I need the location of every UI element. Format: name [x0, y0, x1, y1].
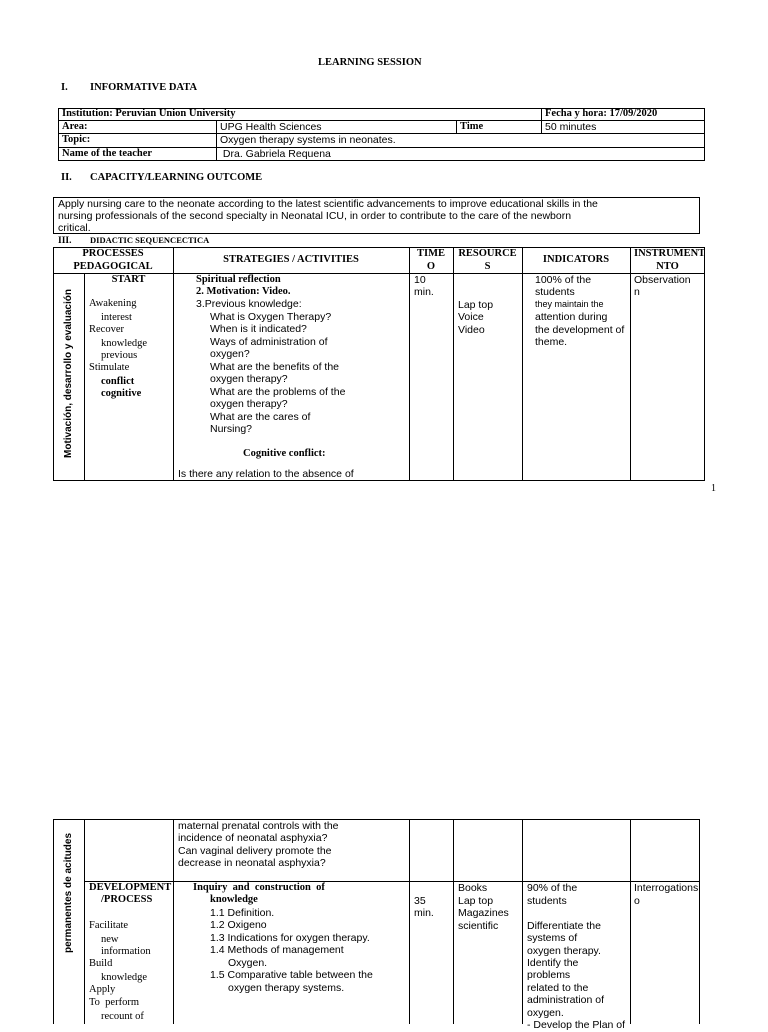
strategy-question: What are the cares of	[210, 411, 311, 423]
strategy-cognitive-conflict: Cognitive conflict:	[243, 448, 326, 459]
header-time: TIME	[416, 248, 445, 259]
process-start-title: START	[111, 274, 146, 285]
teacher-value: Dra. Gabriela Requena	[220, 148, 331, 160]
strategy-question: What are the problems of the	[210, 386, 346, 398]
indicator-item: oxygen therapy.	[527, 945, 601, 957]
indicator-item: problems	[527, 969, 571, 981]
time-value: 50 minutes	[545, 121, 597, 133]
strategy-spiritual: Spiritual reflection	[196, 274, 281, 285]
resource-item: Video	[458, 324, 485, 336]
process-item: information	[101, 946, 151, 957]
header-resources: RESOURCE	[458, 248, 517, 259]
area-value: UPG Health Sciences	[220, 121, 322, 133]
indicator-item: the development of	[535, 324, 625, 336]
strategy-continued: incidence of neonatal asphyxia?	[178, 832, 328, 844]
process-item: To perform	[89, 997, 139, 1008]
indicator-item: oxygen.	[527, 1007, 564, 1019]
header-instrument: NTO	[656, 261, 679, 272]
capacity-line: Apply nursing care to the neonate according to the latest scientific advancements to improve educational skills in the	[58, 198, 598, 210]
indicator-item: they maintain the	[535, 299, 604, 309]
side-label-attitudes: permanentes de acitudes	[63, 832, 74, 953]
document-title: LEARNING SESSION	[318, 57, 422, 68]
inquiry-item: 1.5 Comparative table between the	[210, 969, 373, 981]
inquiry-item: Oxygen.	[228, 957, 268, 969]
time-label: Time	[460, 121, 484, 132]
inquiry-item: 1.3 Indications for oxygen therapy.	[210, 932, 370, 944]
process-item: cognitive	[101, 388, 142, 399]
strategy-question: oxygen therapy?	[210, 398, 288, 410]
section-2-heading: CAPACITY/LEARNING OUTCOME	[90, 172, 263, 183]
section-3-heading: DIDACTIC SEQUENCECTICA	[90, 235, 210, 245]
indicator-item: 90% of the	[527, 882, 578, 894]
area-label: Area:	[62, 121, 88, 132]
indicator-item: related to the	[527, 982, 589, 994]
process-item: Facilitate	[89, 920, 129, 931]
header-processes: PROCESSES	[82, 248, 144, 259]
strategy-conflict-question: Is there any relation to the absence of	[178, 468, 354, 480]
indicator-item: students	[527, 895, 567, 907]
instrument-item: n	[634, 286, 640, 298]
strategy-question: oxygen therapy?	[210, 373, 288, 385]
strategy-question: What is Oxygen Therapy?	[210, 311, 332, 323]
instrument-item: Observation	[634, 274, 691, 286]
inquiry-item: oxygen therapy systems.	[228, 982, 345, 994]
process-item: Build	[89, 958, 113, 969]
topic-value: Oxygen therapy systems in neonates.	[220, 134, 396, 146]
strategy-continued: decrease in neonatal asphyxia?	[178, 857, 326, 869]
inquiry-item: 1.1 Definition.	[210, 907, 275, 919]
strategy-motivation: 2. Motivation: Video.	[196, 286, 291, 297]
process-item: conflict	[101, 376, 135, 387]
teacher-label: Name of the teacher	[62, 148, 153, 159]
inquiry-item: 1.2 Oxigeno	[210, 919, 267, 931]
indicator-item: Differentiate the	[527, 920, 601, 932]
process-item: previous	[101, 350, 138, 361]
strategy-inquiry-title: Inquiry and construction of	[193, 882, 325, 893]
process-item: Stimulate	[89, 362, 130, 373]
strategy-question: What are the benefits of the	[210, 361, 339, 373]
process-item: new	[101, 934, 119, 945]
process-development-title: DEVELOPMENT	[89, 882, 172, 893]
resource-item: Voice	[458, 311, 484, 323]
indicator-item: attention during	[535, 311, 608, 323]
topic-label: Topic:	[62, 134, 91, 145]
strategy-continued: maternal prenatal controls with the	[178, 820, 339, 832]
indicator-item: - Develop the Plan of	[527, 1019, 626, 1031]
resource-item: Books	[458, 882, 488, 894]
time-value: min.	[414, 286, 434, 298]
indicator-item: systems of	[527, 932, 578, 944]
instrument-item: Interrogations	[634, 882, 699, 894]
strategy-previous-knowledge: 3.Previous knowledge:	[196, 298, 302, 310]
resource-item: Magazines	[458, 907, 509, 919]
strategy-inquiry-title: knowledge	[210, 894, 258, 905]
process-item: Apply	[89, 984, 116, 995]
instrument-item: o	[634, 895, 640, 907]
indicator-item: theme.	[535, 336, 568, 348]
time-value: 10	[414, 274, 426, 286]
process-item: knowledge	[101, 972, 148, 983]
capacity-box	[53, 197, 700, 234]
process-item: Awakening	[89, 298, 137, 309]
header-indicators: INDICATORS	[542, 254, 610, 265]
capacity-line: critical.	[58, 222, 91, 234]
page-number: 1	[711, 483, 716, 494]
section-3-number: III.	[58, 236, 72, 246]
header-processes: PEDAGOGICAL	[73, 261, 153, 272]
header-resources: S	[484, 261, 491, 272]
header-strategies: STRATEGIES / ACTIVITIES	[223, 254, 359, 265]
strategy-question: When is it indicated?	[210, 323, 307, 335]
strategy-question: Ways of administration of	[210, 336, 328, 348]
resource-item: scientific	[458, 920, 499, 932]
time-value: min.	[414, 907, 434, 919]
indicator-item: administration of	[527, 994, 605, 1006]
inquiry-item: 1.4 Methods of management	[210, 944, 344, 956]
capacity-line: nursing professionals of the second specialty in Neonatal ICU, in order to contribute to the care of the newborn	[58, 210, 572, 222]
section-2-number: II.	[61, 172, 72, 183]
institution-cell: Institution: Peruvian Union University	[62, 108, 236, 119]
side-label-motivation: Motivación, desarrollo y evaluación	[63, 289, 74, 458]
header-instrument: INSTRUMENT	[634, 248, 706, 259]
process-item: Recover	[89, 324, 124, 335]
strategy-continued: Can vaginal delivery promote the	[178, 845, 332, 857]
indicator-item: students	[535, 286, 575, 298]
resource-item: Lap top	[458, 895, 494, 907]
resource-item: Lap top	[458, 299, 494, 311]
time-value: 35	[414, 895, 426, 907]
section-1-heading: INFORMATIVE DATA	[90, 82, 198, 93]
section-1-number: I.	[61, 82, 68, 93]
date-cell: Fecha y hora: 17/09/2020	[545, 108, 658, 119]
strategy-question: Nursing?	[210, 423, 253, 435]
indicator-item: 100% of the	[535, 274, 592, 286]
header-time: O	[426, 261, 436, 272]
process-item: knowledge	[101, 338, 148, 349]
process-development-title: /PROCESS	[101, 894, 153, 905]
indicator-item: Identify the	[527, 957, 579, 969]
process-item: recount of	[101, 1011, 144, 1022]
strategy-question: oxygen?	[210, 348, 250, 360]
process-item: interest	[101, 312, 132, 323]
